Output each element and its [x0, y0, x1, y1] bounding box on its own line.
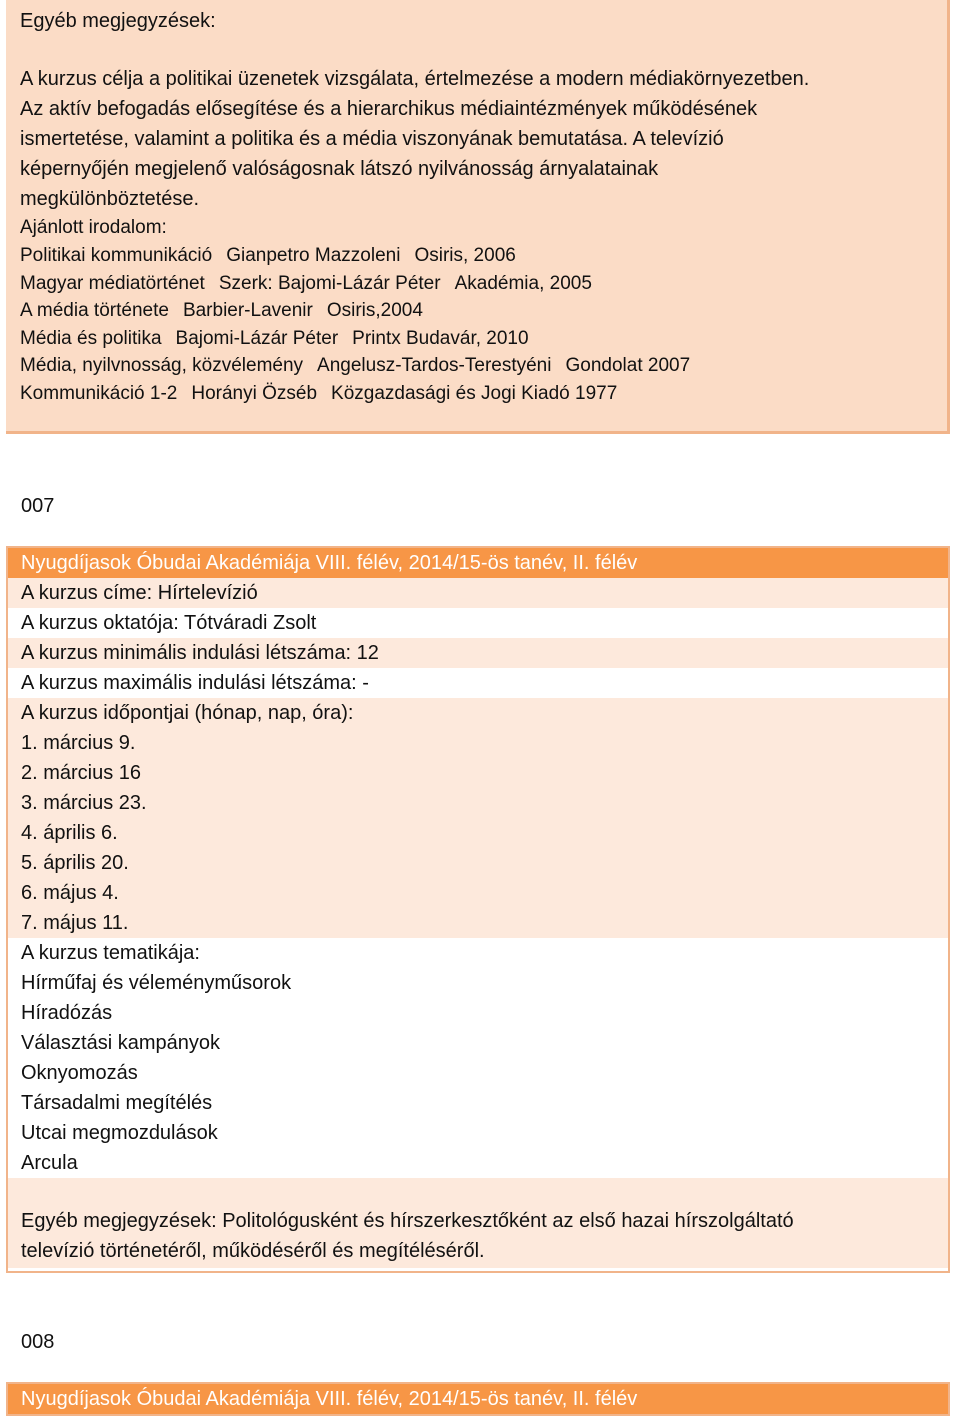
notes-line: képernyőjén megjelenő valóságosnak látszó nyilvánosság árnyalatainak	[20, 158, 659, 180]
course-date-item: 1. március 9.	[8, 728, 948, 758]
course-notes-line: Egyéb megjegyzések: Politológusként és hírszerkesztőként az első hazai hírszolgáltató	[21, 1210, 794, 1232]
literature-label: Ajánlott irodalom:	[20, 217, 167, 238]
course-notes-line: televízió történetéről, működéséről és megítéléséről.	[21, 1240, 485, 1262]
course-topic-item: Utcai megmozdulások	[8, 1118, 948, 1148]
course-title-row: A kurzus címe: Hírtelevízió	[8, 578, 948, 608]
course-notes	[8, 1178, 948, 1268]
course-header: Nyugdíjasok Óbudai Akadémiája VIII. félév, 2014/15-ös tanév, II. félév	[6, 1382, 950, 1416]
course-date-item: 4. április 6.	[8, 818, 948, 848]
literature-title: Média, nyilvnosság, közvélemény	[20, 355, 304, 376]
literature-item	[20, 352, 947, 380]
course-number: 008	[21, 1331, 55, 1353]
course-dates-label: A kurzus időpontjai (hónap, nap, óra):	[8, 698, 948, 728]
course-date-item: 6. május 4.	[8, 878, 948, 908]
notes-line: ismertetése, valamint a politika és a média viszonyának bemutatása. A televízió	[20, 128, 724, 150]
literature-publisher: Közgazdasági és Jogi Kiadó 1977	[331, 382, 618, 404]
literature-title: A média története	[20, 300, 169, 321]
course-topic-item: Híradózás	[8, 998, 948, 1028]
course-topic-item: Választási kampányok	[8, 1028, 948, 1058]
course-topic-item: Hírműfaj és véleményműsorok	[8, 968, 948, 998]
literature-publisher: Printx Budavár, 2010	[352, 327, 529, 349]
literature-publisher: Akadémia, 2005	[454, 272, 592, 294]
literature-item	[20, 325, 947, 353]
notes-line: megkülönböztetése.	[20, 188, 200, 210]
literature-item	[20, 242, 947, 270]
course-teacher-row: A kurzus oktatója: Tótváradi Zsolt	[8, 608, 948, 638]
course-date-item: 2. március 16	[8, 758, 948, 788]
course-header: Nyugdíjasok Óbudai Akadémiája VIII. félév, 2014/15-ös tanév, II. félév	[8, 548, 948, 578]
course-date-item: 7. május 11.	[8, 908, 948, 938]
literature-author: Angelusz-Tardos-Terestyéni	[317, 355, 552, 376]
literature-author: Barbier-Lavenir	[182, 300, 313, 321]
literature-author: Bajomi-Lázár Péter	[175, 327, 339, 349]
course-max-row: A kurzus maximális indulási létszáma: -	[8, 668, 948, 698]
course-date-item: 5. április 20.	[8, 848, 948, 878]
literature-title: Magyar médiatörténet	[20, 272, 205, 294]
course-min-row: A kurzus minimális indulási létszáma: 12	[8, 638, 948, 668]
course-date-item: 3. március 23.	[8, 788, 948, 818]
notes-paragraph	[20, 64, 900, 214]
course-topics-label: A kurzus tematikája:	[8, 938, 948, 968]
literature-title: Politikai kommunikáció	[20, 245, 213, 266]
literature-author: Horányi Özséb	[191, 382, 318, 404]
previous-course-notes-box	[6, 0, 950, 434]
notes-line: A kurzus célja a politikai üzenetek vizsgálata, értelmezése a modern médiakörnyezetben.	[20, 68, 810, 90]
literature-publisher: Gondolat 2007	[565, 355, 691, 376]
notes-label: Egyéb megjegyzések:	[20, 10, 216, 32]
literature-publisher: Osiris,2004	[326, 300, 423, 321]
literature-author: Gianpetro Mazzoleni	[226, 245, 401, 266]
literature-item	[20, 297, 947, 325]
literature-item	[20, 380, 947, 408]
literature-title: Kommunikáció 1-2	[20, 382, 178, 404]
notes-line: Az aktív befogadás elősegítése és a hierarchikus médiaintézmények működésének	[20, 98, 758, 120]
literature-title: Média és politika	[20, 327, 162, 349]
literature-publisher: Osiris, 2006	[414, 245, 516, 266]
course-box-007	[6, 546, 950, 1273]
literature-list	[20, 242, 947, 407]
literature-author: Szerk: Bajomi-Lázár Péter	[218, 272, 441, 294]
course-topic-item: Társadalmi megítélés	[8, 1088, 948, 1118]
course-number: 007	[21, 495, 55, 517]
course-topic-item: Arcula	[8, 1148, 948, 1178]
literature-item	[20, 270, 947, 298]
course-topic-item: Oknyomozás	[8, 1058, 948, 1088]
